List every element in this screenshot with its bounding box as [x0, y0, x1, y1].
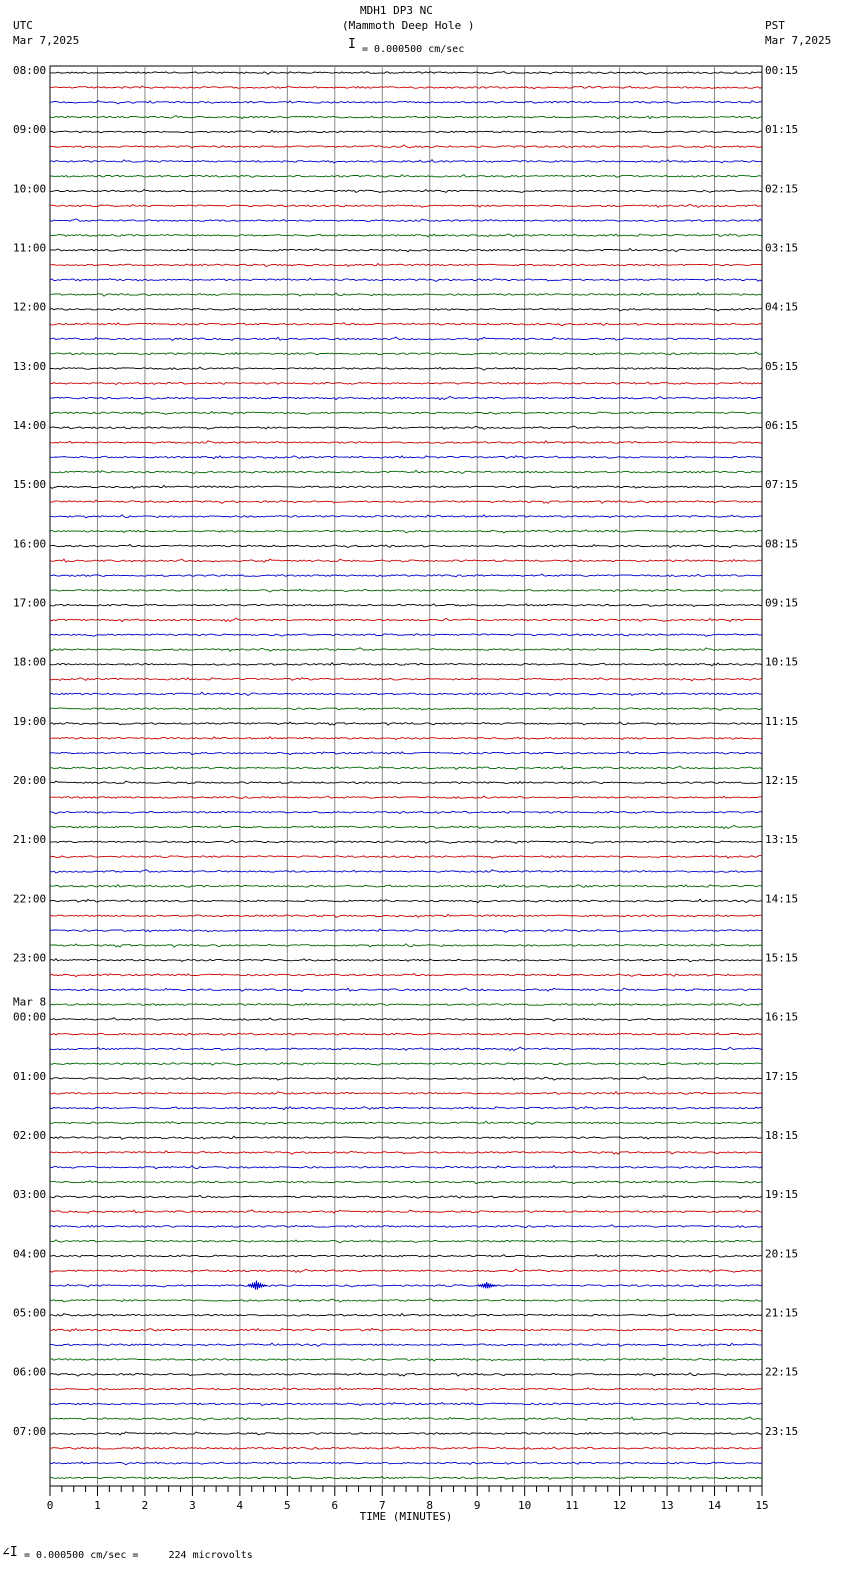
seismic-trace	[50, 456, 762, 459]
pst-hour-label: 23:15	[765, 1424, 799, 1438]
seismic-trace	[50, 589, 762, 592]
footer-scale-label: = 0.000500 cm/sec = 224 microvolts	[24, 1550, 253, 1561]
seismic-trace	[50, 293, 762, 296]
utc-hour-label: 11:00	[13, 241, 47, 255]
left-timezone: UTC	[13, 19, 33, 32]
seismic-trace	[50, 1166, 762, 1169]
x-tick-label: 14	[707, 1499, 722, 1512]
utc-hour-label: 02:00	[13, 1129, 47, 1142]
seismic-trace	[50, 470, 762, 473]
seismic-trace	[50, 707, 762, 710]
seismic-trace	[50, 219, 762, 222]
seismic-trace	[50, 899, 762, 903]
x-tick-label: 15	[755, 1499, 769, 1512]
seismic-trace	[50, 1447, 762, 1450]
seismic-trace	[50, 692, 762, 695]
utc-hour-label: 07:00	[13, 1424, 47, 1438]
pst-hour-label: 22:15	[765, 1365, 799, 1379]
seismic-trace	[50, 323, 762, 326]
pst-hour-label: 03:15	[765, 241, 799, 255]
left-date: Mar 7,2025	[13, 34, 80, 47]
seismic-trace	[50, 1402, 762, 1405]
pst-hour-label: 11:15	[765, 714, 799, 728]
seismic-trace	[50, 1358, 762, 1361]
seismic-trace	[50, 885, 762, 888]
x-tick-label: 13	[660, 1499, 674, 1512]
pst-hour-label: 20:15	[765, 1247, 799, 1261]
seismic-trace	[50, 855, 762, 858]
date-change-label: Mar 8	[13, 995, 47, 1009]
seismic-trace	[50, 825, 762, 828]
x-tick-label: 12	[612, 1499, 627, 1512]
utc-hour-label: 00:00	[13, 1010, 47, 1024]
pst-hour-label: 21:15	[765, 1306, 799, 1320]
seismic-trace	[50, 722, 762, 725]
seismic-trace	[50, 72, 762, 75]
seismic-trace	[50, 426, 762, 429]
seismic-trace	[50, 1077, 762, 1080]
pst-hour-label: 05:15	[765, 359, 799, 373]
utc-hour-label: 04:00	[13, 1247, 47, 1261]
seismic-trace	[50, 1107, 762, 1110]
utc-hour-label: 03:00	[13, 1188, 47, 1202]
x-tick-label: 4	[236, 1499, 244, 1512]
scale-label: = 0.000500 cm/sec	[362, 44, 465, 55]
pst-hour-label: 00:15	[765, 64, 799, 77]
pst-hour-label: 08:15	[765, 537, 799, 551]
utc-hour-label: 05:00	[13, 1306, 47, 1320]
pst-hour-label: 09:15	[765, 596, 799, 610]
right-date: Mar 7,2025	[765, 34, 832, 47]
seismic-trace	[50, 1388, 762, 1391]
seismic-trace	[50, 308, 762, 311]
seismic-trace	[50, 264, 762, 267]
seismic-trace	[50, 1210, 762, 1213]
pst-hour-label: 06:15	[765, 419, 799, 432]
utc-hour-label: 06:00	[13, 1365, 47, 1379]
seismic-trace	[50, 190, 762, 193]
seismic-trace	[50, 1240, 762, 1243]
seismic-trace	[50, 796, 762, 799]
utc-hour-label: 21:00	[13, 833, 47, 847]
station-title: MDH1 DP3 NC	[360, 4, 433, 17]
seismic-trace	[50, 944, 762, 947]
seismic-trace	[50, 175, 762, 178]
utc-hour-label: 01:00	[13, 1069, 47, 1083]
pst-hour-label: 02:15	[765, 182, 799, 196]
utc-hour-label: 13:00	[13, 359, 47, 373]
utc-hour-label: 20:00	[13, 774, 47, 787]
utc-hour-label: 09:00	[13, 123, 47, 137]
utc-hour-label: 14:00	[13, 419, 47, 432]
seismic-trace	[50, 574, 762, 577]
seismic-trace	[50, 248, 762, 251]
seismic-trace	[50, 1269, 762, 1272]
seismic-trace	[50, 914, 762, 917]
seismic-trace	[50, 441, 762, 444]
seismic-trace	[50, 766, 762, 769]
seismic-trace	[50, 840, 762, 843]
seismic-trace	[50, 1328, 762, 1331]
utc-hour-label: 23:00	[13, 951, 47, 965]
seismic-trace	[50, 116, 762, 119]
seismic-trace	[50, 485, 762, 488]
x-axis-label: TIME (MINUTES)	[359, 1510, 453, 1523]
seismic-trace	[50, 500, 762, 503]
seismic-trace	[50, 396, 762, 399]
seismic-trace	[50, 1033, 762, 1036]
x-tick-label: 9	[473, 1499, 481, 1512]
seismic-trace	[50, 634, 762, 636]
seismic-trace	[50, 1018, 762, 1021]
seismic-trace	[50, 870, 762, 873]
seismic-trace	[50, 1255, 762, 1258]
plot-frame	[50, 66, 762, 1486]
seismic-event	[248, 1281, 266, 1290]
x-tick-label: 5	[284, 1499, 291, 1512]
seismic-trace	[50, 545, 762, 548]
x-tick-label: 11	[565, 1499, 579, 1512]
seismic-trace	[50, 1062, 762, 1065]
seismic-trace	[50, 737, 762, 740]
pst-hour-label: 19:15	[765, 1188, 799, 1202]
right-timezone: PST	[765, 19, 785, 32]
seismic-trace	[50, 678, 762, 681]
x-tick-label: 8	[426, 1499, 434, 1512]
seismic-trace	[50, 1136, 762, 1139]
seismic-trace	[50, 278, 762, 281]
seismic-trace	[50, 1092, 762, 1095]
pst-hour-label: 14:15	[765, 892, 799, 906]
utc-hour-label: 19:00	[13, 714, 47, 728]
seismic-trace	[50, 160, 762, 163]
seismic-trace	[50, 988, 762, 991]
seismic-trace	[50, 1373, 762, 1376]
pst-hour-label: 10:15	[765, 655, 799, 669]
seismic-trace	[50, 130, 762, 132]
seismic-trace	[50, 1477, 762, 1480]
seismic-trace	[50, 811, 762, 814]
seismic-trace	[50, 618, 762, 621]
pst-hour-label: 12:15	[765, 774, 799, 787]
footer-scale-icon: ∠I	[2, 1545, 18, 1560]
pst-hour-label: 17:15	[765, 1069, 799, 1083]
scale-bar-icon: I	[348, 37, 356, 52]
seismic-trace	[50, 367, 762, 370]
utc-hour-label: 22:00	[13, 892, 47, 906]
seismic-trace	[50, 412, 762, 415]
seismic-trace	[50, 1195, 762, 1198]
utc-hour-label: 10:00	[13, 182, 47, 196]
seismic-trace	[50, 648, 762, 651]
seismic-trace	[50, 1151, 762, 1154]
x-tick-label: 10	[518, 1499, 532, 1512]
seismic-trace	[50, 663, 762, 666]
seismic-trace	[50, 1462, 762, 1465]
x-tick-label: 7	[378, 1499, 386, 1512]
x-tick-label: 6	[331, 1499, 339, 1512]
seismic-trace	[50, 530, 762, 533]
seismic-trace	[50, 604, 762, 607]
seismic-trace	[50, 559, 762, 562]
seismic-trace	[50, 1343, 762, 1346]
utc-hour-label: 08:00	[13, 64, 47, 77]
seismic-event	[479, 1282, 497, 1288]
seismic-trace	[50, 1225, 762, 1228]
seismic-trace	[50, 515, 762, 518]
x-tick-label: 2	[141, 1499, 149, 1512]
seismic-trace	[50, 1417, 762, 1420]
seismic-trace	[50, 1432, 762, 1435]
seismic-trace	[50, 382, 762, 385]
utc-hour-label: 18:00	[13, 655, 47, 669]
seismic-trace	[50, 1181, 762, 1184]
seismic-trace	[50, 352, 762, 355]
utc-hour-label: 12:00	[13, 300, 47, 314]
utc-hour-label: 15:00	[13, 478, 47, 492]
pst-hour-label: 07:15	[765, 478, 799, 492]
x-tick-label: 1	[94, 1499, 101, 1512]
location-title: (Mammoth Deep Hole )	[342, 19, 475, 32]
pst-hour-label: 13:15	[765, 833, 799, 847]
pst-hour-label: 15:15	[765, 951, 799, 965]
seismic-trace	[50, 1299, 762, 1302]
seismic-trace	[50, 781, 762, 784]
x-tick-label: 3	[189, 1499, 196, 1512]
seismic-trace	[50, 1003, 762, 1005]
seismic-trace	[50, 959, 762, 962]
utc-hour-label: 17:00	[13, 596, 47, 610]
seismic-trace	[50, 145, 762, 148]
x-tick-label: 0	[46, 1499, 54, 1512]
seismic-trace	[50, 86, 762, 89]
seismic-trace	[50, 205, 762, 208]
seismic-trace	[50, 1284, 762, 1287]
seismic-trace	[50, 337, 762, 340]
seismic-trace	[50, 1314, 762, 1317]
seismic-trace	[50, 1047, 762, 1050]
pst-hour-label: 16:15	[765, 1010, 799, 1024]
pst-hour-label: 18:15	[765, 1129, 799, 1142]
seismic-trace	[50, 101, 762, 104]
utc-hour-label: 16:00	[13, 537, 47, 551]
seismic-trace	[50, 234, 762, 237]
seismic-trace	[50, 1121, 762, 1124]
seismic-trace	[50, 974, 762, 977]
seismic-trace	[50, 929, 762, 932]
pst-hour-label: 01:15	[765, 123, 799, 137]
seismic-trace	[50, 752, 762, 755]
pst-hour-label: 04:15	[765, 300, 799, 314]
